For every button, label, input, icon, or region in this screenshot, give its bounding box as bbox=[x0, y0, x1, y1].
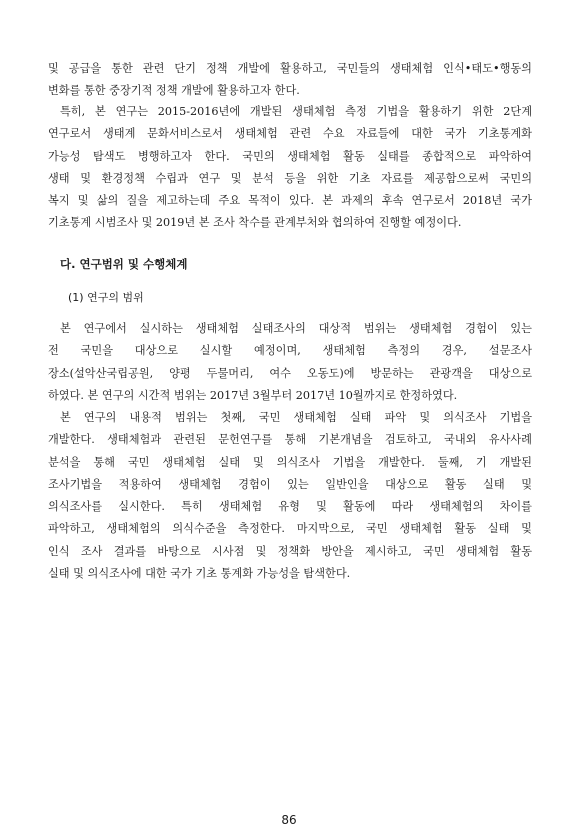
page-number: 86 bbox=[281, 813, 297, 827]
text-line: 실태 및 의식조사에 대한 국가 기초 통계화 가능성을 탐색한다. bbox=[48, 567, 351, 581]
text-line: 파악하고, 생태체험의 의식수준을 측정한다. 마지막으로, 국민 생태체험 활동 실태 및 bbox=[48, 522, 532, 536]
text-line: 의식조사를 실시한다. 특히 생태체험 유형 및 활동에 따라 생태체험의 차이를 bbox=[48, 500, 532, 514]
text-line: 하였다. 본 연구의 시간적 범위는 2017년 3월부터 2017년 10월까지로 한정하였다. bbox=[48, 388, 458, 402]
text-line: 조사기법을 적용하여 생태체험 경험이 있는 일반인을 대상으로 활동 실태 및 bbox=[48, 477, 532, 491]
text-line: 본 연구에서 실시하는 생태체험 실태조사의 대상적 범위는 생태체험 경험이 있는 bbox=[60, 322, 532, 335]
text-line: 생태 및 환경정책 수립과 연구 및 분석 등을 위한 기초 자료를 제공함으로써 국민의 bbox=[48, 171, 532, 185]
section-heading: 다. 연구범위 및 수행체계 bbox=[60, 257, 188, 271]
text-line: 가능성 탐색도 병행하고자 한다. 국민의 생태체험 활동 실태를 종합적으로 파악하여 bbox=[48, 149, 532, 163]
text-line: 인식 조사 결과를 바탕으로 시사점 및 정책화 방안을 제시하고, 국민 생태체험 활동 bbox=[48, 544, 532, 558]
paragraph-purpose-continued bbox=[48, 58, 532, 103]
text-line: 개발한다. 생태체험과 관련된 문헌연구를 통해 기본개념을 검토하고, 국내외 유사사례 bbox=[48, 433, 532, 447]
text-line: 연구로서 생태계 문화서비스로서 생태체험 관련 수요 자료들에 대한 국가 기초통계화 bbox=[48, 127, 532, 141]
text-line: 기초통계 시범조사 및 2019년 본 조사 착수를 관계부처와 협의하여 진행할 예정이다. bbox=[48, 216, 462, 230]
text-line: 장소(설악산국립공원, 양평 두물머리, 여수 오동도)에 방문하는 관광객을 대상으로 bbox=[48, 366, 532, 380]
text-line: 분석을 통해 국민 생태체험 실태 및 의식조사 기법을 개발한다. 둘째, 기 개발된 bbox=[48, 455, 532, 469]
text-line: 복지 및 삶의 질을 제고하는데 주요 목적이 있다. 본 과제의 후속 연구로서 2018년 국가 bbox=[48, 194, 532, 208]
subsection-heading: (1) 연구의 범위 bbox=[68, 291, 144, 304]
paragraph-target-scope bbox=[48, 318, 532, 407]
paragraph-content-scope bbox=[48, 407, 532, 585]
text-line: 본 연구의 내용적 범위는 첫째, 국민 생태체험 실태 파악 및 의식조사 기법을 bbox=[60, 411, 532, 424]
text-line: 특히, 본 연구는 2015-2016년에 개발된 생태체험 측정 기법을 활용하기 위한 2단계 bbox=[60, 105, 532, 118]
text-line: 전 국민을 대상으로 실시할 예정이며, 생태체험 측정의 경우, 설문조사 bbox=[48, 344, 532, 358]
text-line: 변화를 통한 중장기적 정책 개발에 활용하고자 한다. bbox=[48, 84, 300, 98]
text-line: 및 공급을 통한 관련 단기 정책 개발에 활용하고, 국민들의 생태체험 인식•태도•행동의 bbox=[48, 62, 532, 75]
paragraph-second-stage bbox=[48, 101, 532, 235]
